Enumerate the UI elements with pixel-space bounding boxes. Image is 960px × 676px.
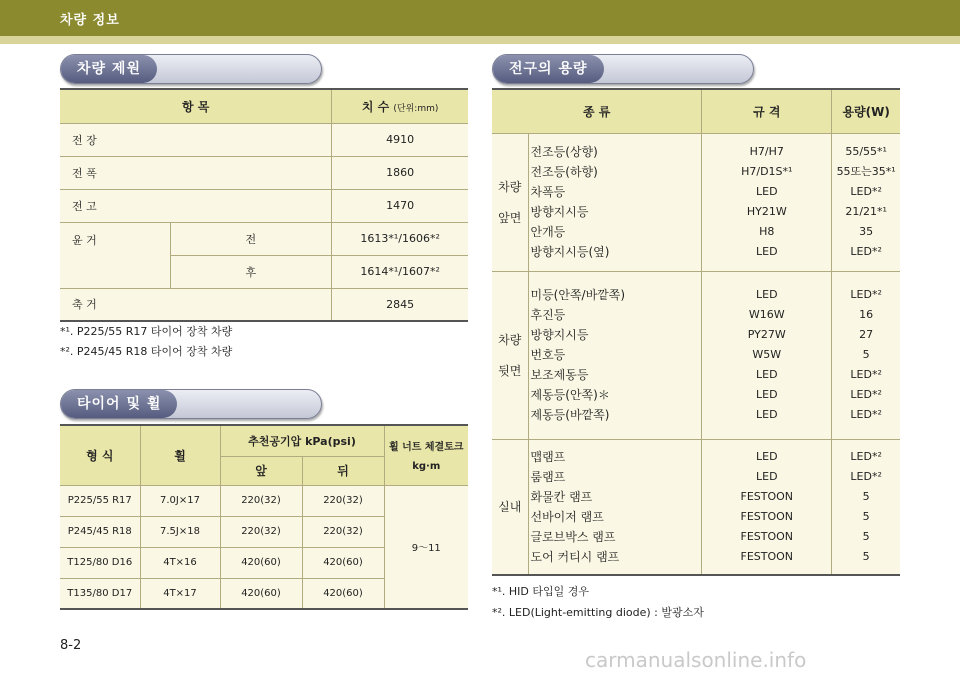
spec-row-label: 전 장 [60, 123, 332, 156]
bulb-cap-line: 27 [859, 328, 874, 341]
bulb-spec-line: LED [756, 185, 778, 198]
bulb-spec-line: H7/H7 [749, 145, 784, 158]
bulb-group-row [492, 271, 900, 439]
bulb-name-line: 방향지시등 [530, 328, 589, 342]
header-underline [0, 36, 960, 44]
bulb-spec [702, 133, 832, 271]
bulb-cap-line: LED*² [850, 185, 882, 198]
tire-type: P225/55 R17 [60, 485, 140, 516]
bulb-cap-line: 35 [859, 225, 874, 238]
tire-col-type: 형 식 [60, 425, 140, 485]
tire-col-front: 앞 [220, 456, 302, 485]
bulb-cap-line: 5 [862, 509, 870, 523]
tire-front: 420(60) [220, 578, 302, 609]
spec-row-value: 1860 [332, 156, 468, 189]
spec-note-2: *². P245/45 R18 타이어 장착 차량 [60, 345, 233, 358]
spec-table [60, 88, 468, 322]
tire-type: T135/80 D17 [60, 578, 140, 609]
bulb-name [528, 271, 702, 439]
tire-wheel: 4T×16 [140, 547, 220, 578]
spec-unit: (단위:mm) [393, 103, 439, 114]
tire-type: P245/45 R18 [60, 516, 140, 547]
bulb-cap-line: 16 [859, 308, 874, 321]
tire-table [60, 424, 468, 610]
tread-rear-label: 후 [170, 255, 332, 288]
tire-torque-unit: kg·m [412, 461, 441, 473]
tire-wheel: 4T×17 [140, 578, 220, 609]
bulb-cap [832, 271, 900, 439]
bulb-spec-line: FESTOON [740, 489, 794, 503]
bulb-name-line: 글로브박스 램프 [530, 529, 616, 544]
bulb-cap-line: LED*² [850, 449, 882, 463]
bulb-cap-line: LED*² [850, 408, 882, 421]
tire-rear: 220(32) [302, 485, 384, 516]
bulb-cap-line: 5 [862, 549, 870, 563]
bulb-name [528, 439, 702, 575]
spec-heading: 차량 제원 [61, 55, 157, 83]
tread-front-value: 1613*¹/1606*² [332, 222, 468, 255]
bulb-spec-line: LED [756, 408, 778, 421]
bulb-name-line: 후진등 [530, 308, 566, 322]
bulb-cap-line: 55/55*¹ [845, 145, 887, 158]
table-row [60, 156, 468, 189]
bulb-name [528, 133, 702, 271]
bulb-table [492, 88, 900, 576]
bulb-cap-line: LED*² [850, 469, 882, 483]
bulb-cap-line: 5 [862, 348, 870, 361]
wheelbase-value: 2845 [332, 288, 468, 321]
bulb-spec [702, 439, 832, 575]
tire-front: 220(32) [220, 485, 302, 516]
bulb-col-spec: 규 격 [702, 89, 832, 133]
bulb-col-kind: 종 류 [492, 89, 702, 133]
top-header-bar [0, 0, 960, 36]
table-row [60, 222, 468, 255]
bulb-group-label: 차량 앞면 [492, 133, 528, 271]
tire-col-torque: 휠 너트 체결토크 kg·m [384, 425, 468, 485]
bulb-heading: 전구의 용량 [493, 55, 604, 83]
table-row [60, 123, 468, 156]
bulb-name-line: 맵램프 [530, 449, 566, 464]
tire-rear: 420(60) [302, 578, 384, 609]
bulb-name-line: 화물칸 램프 [530, 489, 593, 504]
spec-row-value: 4910 [332, 123, 468, 156]
bulb-spec-line: PY27W [747, 328, 786, 341]
bulb-name-line: 방향지시등(옆) [530, 245, 610, 259]
bulb-spec-line: FESTOON [740, 549, 794, 563]
bulb-cap-line: LED*² [850, 245, 882, 258]
bulb-name-line: 번호등 [530, 348, 566, 362]
bulb-cap-line: 21/21*¹ [845, 205, 887, 218]
bulb-group-label: 차량 뒷면 [492, 271, 528, 439]
tread-front-label: 전 [170, 222, 332, 255]
bulb-name-line: 제동등(바깥쪽) [530, 408, 610, 422]
tire-col-pressure: 추천공기압 kPa(psi) [220, 425, 384, 456]
tire-rear: 420(60) [302, 547, 384, 578]
bulb-spec-line: LED [756, 469, 778, 483]
bulb-spec-line: LED [756, 368, 778, 381]
spec-note-1: *¹. P225/55 R17 타이어 장착 차량 [60, 325, 233, 338]
bulb-spec-line: H7/D1S*¹ [741, 165, 793, 178]
tire-wheel: 7.0J×17 [140, 485, 220, 516]
tire-rear: 220(32) [302, 516, 384, 547]
bulb-col-cap: 용량(W) [832, 89, 900, 133]
bulb-name-line: 전조등(상향) [530, 145, 598, 159]
bulb-spec-line: LED [756, 449, 778, 463]
bulb-cap-line: 55또는35*¹ [836, 165, 896, 178]
bulb-group-row [492, 439, 900, 575]
bulb-spec-line: LED [756, 288, 778, 301]
bulb-spec-line: HY21W [746, 205, 787, 218]
bulb-spec-line: W16W [748, 308, 785, 321]
bulb-name-line: 선바이저 램프 [530, 509, 604, 524]
bulb-spec-line: LED [756, 388, 778, 401]
section-title: 차량 정보 [60, 13, 120, 28]
bulb-spec-line: H8 [759, 225, 775, 238]
bulb-name-line: 도어 커티시 램프 [530, 549, 620, 564]
tire-torque-value: 9～11 [384, 485, 468, 609]
bulb-cap-line: LED*² [850, 388, 882, 401]
tire-wheel: 7.5J×18 [140, 516, 220, 547]
bulb-name-line: 제동등(안쪽)＊ [530, 388, 610, 402]
bulb-cap-line: 5 [862, 529, 870, 543]
tread-label: 윤 거 [60, 222, 170, 288]
tire-type: T125/80 D16 [60, 547, 140, 578]
bulb-cap-line: LED*² [850, 288, 882, 301]
tire-heading: 타이어 및 휠 [61, 390, 177, 418]
bulb-heading-pill [492, 54, 754, 84]
bulb-spec-line: FESTOON [740, 509, 794, 523]
bulb-name-line: 방향지시등 [530, 205, 589, 219]
tire-front: 220(32) [220, 516, 302, 547]
watermark: carmanualsonline.info [585, 648, 807, 672]
table-row [60, 189, 468, 222]
bulb-name-line: 차폭등 [530, 185, 566, 199]
bulb-spec-line: FESTOON [740, 529, 794, 543]
bulb-spec-line: LED [756, 245, 778, 258]
bulb-note-1: *¹. HID 타입일 경우 [492, 585, 590, 598]
tread-rear-value: 1614*¹/1607*² [332, 255, 468, 288]
bulb-cap [832, 133, 900, 271]
bulb-name-line: 전조등(하향) [530, 165, 598, 179]
bulb-note-2: *². LED(Light-emitting diode) : 발광소자 [492, 606, 704, 619]
spec-col-item: 항 목 [60, 89, 332, 123]
spec-row-label: 전 고 [60, 189, 332, 222]
spec-col-dim: 치 수 (단위:mm) [332, 89, 468, 123]
wheelbase-label: 축 거 [60, 288, 332, 321]
bulb-cap [832, 439, 900, 575]
table-row [60, 288, 468, 321]
bulb-name-line: 룸램프 [530, 469, 566, 484]
bulb-group-label: 실내 [492, 439, 528, 575]
spec-heading-pill [60, 54, 322, 84]
tire-front: 420(60) [220, 547, 302, 578]
spec-row-value: 1470 [332, 189, 468, 222]
tire-col-rear: 뒤 [302, 456, 384, 485]
bulb-name-line: 미등(안쪽/바깥쪽) [530, 288, 626, 302]
page-number: 8-2 [60, 638, 82, 653]
tire-heading-pill [60, 389, 322, 419]
spec-row-label: 전 폭 [60, 156, 332, 189]
bulb-group-row [492, 133, 900, 271]
bulb-name-line: 보조제동등 [530, 368, 589, 382]
table-row [60, 485, 468, 516]
bulb-spec-line: W5W [752, 348, 782, 361]
bulb-cap-line: 5 [862, 489, 870, 503]
bulb-name-line: 안개등 [530, 225, 566, 239]
bulb-cap-line: LED*² [850, 368, 882, 381]
bulb-spec [702, 271, 832, 439]
tire-col-wheel: 휠 [140, 425, 220, 485]
